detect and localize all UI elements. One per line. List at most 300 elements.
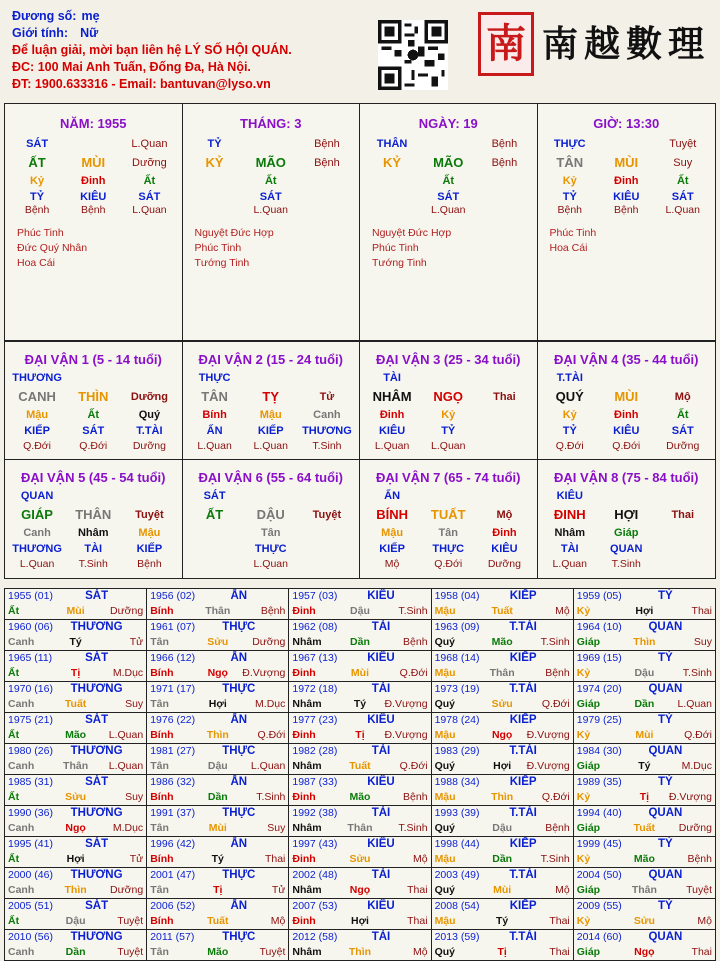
dai-van-hidden-cell: Canh <box>23 527 51 539</box>
year-cell-top <box>150 713 285 728</box>
year-label: 1986 (32) <box>150 776 196 788</box>
year-label: 2014 (60) <box>576 931 622 943</box>
year-cell-bottom <box>435 759 570 774</box>
pillar-god-cell: KIÊU <box>613 191 640 203</box>
year-cell-top <box>292 651 427 666</box>
dai-van-god-cell: TỶ <box>562 425 577 437</box>
pillar-box <box>360 104 538 340</box>
gender-value: Nữ <box>80 26 99 40</box>
pillar-title: GIỜ: 13:30 <box>593 116 660 131</box>
year-cell <box>289 682 431 713</box>
year-cell-bottom <box>577 852 712 867</box>
year-branch: Mão <box>207 946 229 958</box>
year-label: 1962 (08) <box>292 621 338 633</box>
year-stem: Tân <box>150 822 169 834</box>
year-cell <box>5 589 147 620</box>
year-cell-top <box>150 837 285 852</box>
dai-van-phase-row <box>538 556 716 572</box>
year-phase: Tử <box>271 884 286 896</box>
year-cell-bottom <box>8 821 143 836</box>
year-cell-top <box>435 589 570 604</box>
year-cell-top <box>150 899 285 914</box>
year-stem: Giáp <box>576 884 601 896</box>
dai-van-god-cell: KIÊU <box>613 425 640 437</box>
year-branch: Hợi <box>66 853 85 865</box>
pillar-top-row <box>360 136 537 153</box>
year-phase: Dưỡng <box>678 822 712 834</box>
year-row <box>5 651 716 682</box>
year-cell-bottom <box>150 697 285 712</box>
year-branch: Dần <box>65 946 86 958</box>
dai-van-gods-row <box>360 542 537 556</box>
year-god: KIÊU <box>367 714 395 726</box>
dai-van-god-cell: THỰC <box>254 543 287 555</box>
dai-van-hidden-row <box>538 525 716 542</box>
year-cell <box>431 589 573 620</box>
dai-van-phase-row <box>538 438 716 454</box>
year-cell <box>573 806 715 837</box>
year-cell-bottom <box>435 635 570 650</box>
year-cell-top <box>150 775 285 790</box>
dai-van-empty <box>299 370 355 387</box>
year-cell <box>289 806 431 837</box>
year-phase: M.Dục <box>112 822 144 834</box>
year-god: ẤN <box>230 838 248 850</box>
dai-van-god: SÁT <box>203 490 226 502</box>
year-cell <box>5 775 147 806</box>
year-stem: Mậu <box>434 605 456 617</box>
year-stem: Mậu <box>434 729 456 741</box>
year-god: KIÊU <box>367 900 395 912</box>
year-cell-top <box>292 837 427 852</box>
dai-van-hidden-cell: Nhâm <box>554 527 586 539</box>
year-label: 1971 (17) <box>150 683 196 695</box>
year-god: QUAN <box>648 807 683 819</box>
year-stem: Quý <box>434 760 455 772</box>
year-stem: Đinh <box>292 915 316 927</box>
year-cell-top <box>435 651 570 666</box>
year-branch: Sửu <box>65 791 87 803</box>
pillar-top-row <box>538 136 716 153</box>
year-label: 2006 (52) <box>150 900 196 912</box>
pillar-top-row <box>183 136 360 153</box>
year-god: KIÊU <box>367 838 395 850</box>
year-label: 2011 (57) <box>150 931 195 943</box>
year-cell <box>147 775 289 806</box>
year-cell <box>573 651 715 682</box>
year-cell-bottom <box>577 604 712 619</box>
year-cell-top <box>577 930 712 945</box>
year-branch: Hợi <box>208 698 227 710</box>
dai-van-box <box>360 342 538 460</box>
year-cell <box>147 682 289 713</box>
year-label: 1979 (25) <box>576 714 622 726</box>
year-branch: Sửu <box>349 853 371 865</box>
dai-van-phase-cell: L.Quan <box>19 558 55 570</box>
pillar-god-cell: SÁT <box>138 191 161 203</box>
dai-van-main-cell: THÌN <box>78 389 109 404</box>
dai-van-god-cell: KIẾP <box>379 543 405 555</box>
pillar-star: Hoa Cái <box>17 257 55 269</box>
year-god: ẤN <box>230 900 248 912</box>
year-cell-top <box>435 868 570 883</box>
year-stem: Bính <box>150 667 174 679</box>
year-cell-top <box>292 744 427 759</box>
year-god: THỰC <box>222 621 256 633</box>
year-god: ẤN <box>230 590 248 602</box>
year-cell-bottom <box>435 821 570 836</box>
year-cell <box>573 589 715 620</box>
year-cell-top <box>292 868 427 883</box>
year-cell-bottom <box>435 666 570 681</box>
year-stem: Kỷ <box>576 791 591 803</box>
year-label: 1991 (37) <box>150 807 196 819</box>
year-cell <box>5 868 147 899</box>
year-cell <box>431 837 573 868</box>
dai-van-god-cell: THƯƠNG <box>12 543 62 555</box>
dai-van-phase-cell: Q.Đới <box>612 440 641 452</box>
dai-van-phase-cell: Dưỡng <box>666 440 700 452</box>
year-stem: Quý <box>434 636 455 648</box>
dai-van-god-cell: KIẾP <box>257 425 284 437</box>
dai-van-phase-cell <box>655 556 712 572</box>
year-phase: L.Quan <box>250 760 286 772</box>
year-label: 1965 (11) <box>8 652 53 664</box>
year-cell-top <box>8 651 143 666</box>
year-branch: Dậu <box>634 667 655 679</box>
year-cell-top <box>435 806 570 821</box>
year-phase: Thai <box>264 853 286 865</box>
year-phase: Đ.Vượng <box>242 667 286 679</box>
year-cell-bottom <box>8 697 143 712</box>
pillar-gods-row <box>5 190 182 204</box>
year-cell <box>573 930 715 961</box>
year-god: THƯƠNG <box>70 869 123 881</box>
year-cell-bottom <box>435 914 570 929</box>
year-label: 2013 (59) <box>434 931 480 943</box>
year-branch: Tuất <box>64 698 87 710</box>
year-cell-top <box>8 930 143 945</box>
pillar-box <box>538 104 716 340</box>
year-cell-bottom <box>8 790 143 805</box>
pillar-top-cell: THỰC <box>553 138 586 150</box>
year-cell-top <box>8 620 143 635</box>
year-god: THỰC <box>222 683 256 695</box>
year-god: SÁT <box>85 652 109 664</box>
dai-van-phase-cell: Q.Đới <box>23 440 52 452</box>
year-cell-bottom <box>292 852 427 867</box>
dai-van-box <box>360 460 538 578</box>
dai-van-empty <box>420 370 476 387</box>
year-branch: Dần <box>350 636 370 648</box>
dai-van-gods-row <box>5 542 182 556</box>
year-phase: Thai <box>407 884 428 896</box>
year-phase: Mộ <box>697 915 712 927</box>
year-cell-bottom <box>577 759 712 774</box>
year-phase: Thai <box>549 915 570 927</box>
owner-label: Đương số: <box>12 9 77 23</box>
year-branch: Dần <box>207 791 228 803</box>
year-row <box>5 682 716 713</box>
year-cell <box>5 682 147 713</box>
year-god: QUAN <box>648 931 683 943</box>
year-phase: Thai <box>549 946 570 958</box>
year-phase: L.Quan <box>108 760 144 772</box>
dai-van-empty <box>476 370 532 387</box>
year-cell-top <box>577 589 712 604</box>
year-branch: Tý <box>638 760 651 772</box>
brand-logo <box>478 8 718 80</box>
year-stem: Kỷ <box>576 915 591 927</box>
year-phase: T.Sinh <box>398 605 428 617</box>
four-pillars <box>4 103 716 341</box>
dai-van-phase-cell <box>187 556 243 572</box>
dai-van-god-cell: SÁT <box>671 425 694 437</box>
dai-van-god: ẤN <box>384 490 401 502</box>
dai-van-god: THƯƠNG <box>12 372 62 384</box>
pillar-star: Nguyệt Đức Hợp <box>372 227 452 239</box>
year-stem: Giáp <box>576 760 601 772</box>
dai-van-phase-cell: Dưỡng <box>132 440 166 452</box>
year-cell-bottom <box>292 883 427 898</box>
dai-van-main-row <box>538 387 716 407</box>
year-cell <box>431 899 573 930</box>
year-cell <box>147 713 289 744</box>
dai-van-main-cell: THÂN <box>75 507 112 522</box>
dai-van-grid <box>4 341 716 579</box>
pillar-box <box>5 104 183 340</box>
year-god: TỶ <box>658 900 673 912</box>
pillar-hidden-cell <box>476 173 532 190</box>
year-cell-bottom <box>292 666 427 681</box>
dai-van-god-cell: QUAN <box>610 543 643 555</box>
year-cell-bottom <box>577 883 712 898</box>
dai-van-title: ĐẠI VẬN 3 (25 - 34 tuổi) <box>376 352 521 367</box>
year-cell-top <box>8 806 143 821</box>
year-cell-top <box>577 775 712 790</box>
dai-van-phase-cell: L.Quan <box>197 440 232 452</box>
year-stem: Nhâm <box>292 760 322 772</box>
year-god: THƯƠNG <box>70 683 123 695</box>
dai-van-top-row <box>538 370 716 387</box>
year-god: THƯƠNG <box>70 745 123 757</box>
year-cell <box>573 713 715 744</box>
pillar-main-cell: KỶ <box>205 155 224 170</box>
dai-van-hidden-cell <box>187 525 243 542</box>
dai-van-phase-cell: Dưỡng <box>487 558 521 570</box>
dai-van-gods-row <box>538 542 716 556</box>
pillar-god-cell: SÁT <box>671 191 694 203</box>
dai-van-empty <box>243 370 299 387</box>
year-cell-bottom <box>435 852 570 867</box>
year-cell-top <box>577 899 712 914</box>
year-stem: Quý <box>434 884 455 896</box>
year-label: 2002 (48) <box>292 869 338 881</box>
year-phase: L.Quan <box>677 698 712 710</box>
dai-van-phase-cell: T.Sinh <box>312 440 342 452</box>
year-god: TỶ <box>658 838 673 850</box>
year-phase: Tử <box>129 853 144 865</box>
dai-van-gods-row <box>5 424 182 438</box>
year-row <box>5 899 716 930</box>
year-cell-bottom <box>150 852 285 867</box>
year-cell-top <box>8 868 143 883</box>
dai-van-hidden-cell <box>476 407 532 424</box>
year-branch: Mão <box>349 791 371 803</box>
pillar-hidden-cell <box>299 173 355 190</box>
year-cell <box>431 620 573 651</box>
year-cell-bottom <box>8 759 143 774</box>
year-stem: Đinh <box>292 791 316 803</box>
dai-van-god: T.TÀI <box>556 372 583 384</box>
phone-email-line: ĐT: 1900.633316 - Email: bantuvan@lyso.vn <box>12 77 271 91</box>
dai-van-hidden-cell: Ất <box>676 409 689 421</box>
pillar-top-cell <box>598 136 655 153</box>
year-label: 1999 (45) <box>576 838 622 850</box>
year-phase: Q.Đới <box>541 698 570 710</box>
year-branch: Ngọ <box>349 884 371 896</box>
pillar-main-row <box>5 153 182 173</box>
dai-van-god-cell: KIẾP <box>24 425 50 437</box>
year-label: 1975 (21) <box>8 714 53 726</box>
dai-van-hidden-cell <box>299 525 355 542</box>
dai-van-hidden-cell: Canh <box>313 409 341 421</box>
year-branch: Sửu <box>207 636 229 648</box>
year-cell <box>289 620 431 651</box>
year-stem: Canh <box>8 636 35 648</box>
year-cell-bottom <box>292 604 427 619</box>
pillar-main-cell: Suy <box>673 157 693 169</box>
year-cell <box>431 868 573 899</box>
pillar-hidden-cell: Ất <box>264 175 277 187</box>
pillar-main-row <box>538 153 716 173</box>
dai-van-phase-cell: Q.Đới <box>79 440 108 452</box>
year-label: 1955 (01) <box>8 590 53 602</box>
year-branch: Thìn <box>206 729 229 741</box>
year-cell-bottom <box>577 914 712 929</box>
year-cell-top <box>150 744 285 759</box>
pillar-hidden-cell: Đinh <box>81 175 106 187</box>
dai-van-main-cell: MÙI <box>614 389 639 404</box>
year-phase: Bệnh <box>403 636 428 648</box>
year-branch: Hợi <box>635 605 654 617</box>
year-cell <box>147 620 289 651</box>
year-cell <box>289 713 431 744</box>
year-cell <box>573 620 715 651</box>
pillar-gods-row <box>538 190 716 204</box>
year-stem: Giáp <box>576 636 601 648</box>
year-stem: Nhâm <box>292 884 322 896</box>
year-god: T.TÀI <box>509 869 537 881</box>
year-cell-top <box>577 682 712 697</box>
year-cell-bottom <box>8 635 143 650</box>
year-branch: Tuất <box>349 760 371 772</box>
year-stem: Tân <box>150 884 169 896</box>
year-branch: Mùi <box>493 884 512 896</box>
year-branch: Mão <box>491 636 513 648</box>
year-god: ẤN <box>230 714 248 726</box>
year-cell-top <box>150 806 285 821</box>
year-stem: Giáp <box>576 698 601 710</box>
year-cell <box>289 930 431 961</box>
dai-van-main-cell: Thai <box>671 509 695 521</box>
year-cell <box>289 589 431 620</box>
year-branch: Ngọ <box>491 729 513 741</box>
year-label: 1977 (23) <box>292 714 338 726</box>
dai-van-phase-cell: Mộ <box>384 558 400 570</box>
year-label: 1984 (30) <box>576 745 622 757</box>
year-cell <box>147 930 289 961</box>
year-cell <box>289 651 431 682</box>
pillar-god-cell: SÁT <box>437 191 460 203</box>
year-god: KIẾP <box>509 900 537 912</box>
year-row <box>5 589 716 620</box>
year-god: QUAN <box>648 683 683 695</box>
year-god: KIẾP <box>509 776 537 788</box>
dai-van-box <box>5 460 183 578</box>
year-cell-top <box>150 620 285 635</box>
year-cell-bottom <box>435 728 570 743</box>
dai-van-hidden-cell: Đinh <box>492 527 517 539</box>
year-stem: Kỷ <box>576 853 591 865</box>
dai-van-gods-row <box>183 424 360 438</box>
year-phase: Tuyệt <box>117 946 144 958</box>
year-cell-top <box>577 744 712 759</box>
year-god: THỰC <box>222 931 256 943</box>
year-phase: Suy <box>125 791 144 803</box>
year-phase: Tuyệt <box>117 915 144 927</box>
pillar-stars <box>360 226 537 271</box>
year-cell-bottom <box>8 914 143 929</box>
dai-van-main-cell: TÂN <box>201 389 228 404</box>
pillar-hidden-row <box>360 173 537 190</box>
dai-van-god: KIÊU <box>556 490 583 502</box>
year-label: 1980 (26) <box>8 745 53 757</box>
year-cell <box>431 930 573 961</box>
year-branch: Mão <box>65 729 87 741</box>
year-label: 1957 (03) <box>292 590 338 602</box>
year-cell <box>147 651 289 682</box>
dai-van-hidden-cell: Đinh <box>379 409 405 421</box>
year-label: 2007 (53) <box>292 900 338 912</box>
year-cell <box>573 744 715 775</box>
dai-van-phase-cell <box>476 438 532 454</box>
dai-van-phase-cell: L.Quan <box>552 558 587 570</box>
dai-van-phase-row <box>183 556 360 572</box>
year-branch: Hợi <box>350 915 369 927</box>
year-cell <box>5 713 147 744</box>
dai-van-phase-cell: L.Quan <box>253 558 288 570</box>
dai-van-empty <box>65 370 121 387</box>
year-phase: Mộ <box>555 605 570 617</box>
dai-van-main-cell: NHÂM <box>372 389 412 404</box>
year-god: TỶ <box>658 652 673 664</box>
pillar-star: Tướng Tinh <box>372 257 427 269</box>
year-phase: Bệnh <box>545 822 570 834</box>
dai-van-empty <box>420 488 476 505</box>
year-branch: Tý <box>496 915 509 927</box>
year-phase: Thai <box>691 946 712 958</box>
year-cell-top <box>435 713 570 728</box>
year-cell-bottom <box>8 666 143 681</box>
year-label: 1985 (31) <box>8 776 53 788</box>
dai-van-box <box>183 342 361 460</box>
pillar-phase-cell: Bệnh <box>24 204 50 216</box>
year-cell-bottom <box>435 883 570 898</box>
dai-van-god-cell: TÀI <box>560 543 579 555</box>
dai-van-main-row <box>538 505 716 525</box>
year-label: 2009 (55) <box>576 900 622 912</box>
